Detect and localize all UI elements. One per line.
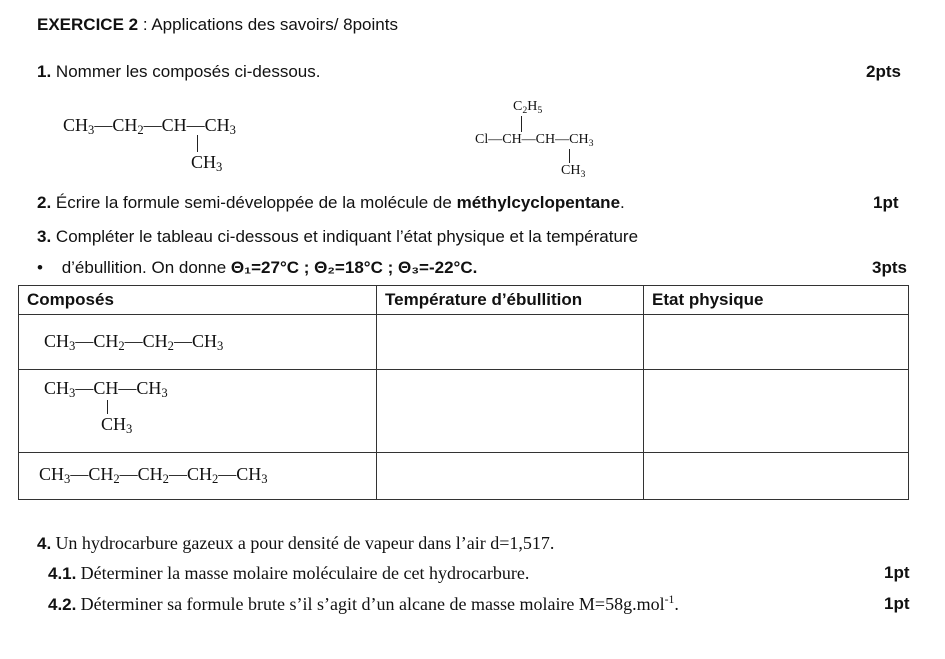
bullet-dot: • xyxy=(37,258,43,277)
molecule-b-top-group: $C_2H_5$ xyxy=(513,99,543,116)
row-1-formula: $CH_3—CH_2—CH_2—CH_3$ xyxy=(44,331,224,353)
compounds-table xyxy=(18,285,909,500)
molecule-b-bottom-bond xyxy=(569,149,570,163)
exercise-title-rest: : Applications des savoirs/ 8points xyxy=(138,15,398,34)
molecule-a-branch: $CH_3$ xyxy=(191,152,223,174)
row-3-temperature-cell[interactable] xyxy=(377,453,644,500)
row-2-state-cell[interactable] xyxy=(644,370,909,453)
row-1-state-cell[interactable] xyxy=(644,315,909,370)
question-2-points: 1pt xyxy=(873,193,899,212)
header-composes: Composés xyxy=(27,290,114,309)
exercise-title xyxy=(37,15,398,35)
question-4 xyxy=(37,533,554,554)
row-2-bond xyxy=(107,400,108,414)
table-row xyxy=(19,315,909,370)
molecule-a-bond xyxy=(197,135,198,152)
row-2-main-chain: $CH_3—CH—CH_3$ xyxy=(44,378,168,400)
question-2-number: 2. xyxy=(37,193,52,212)
row-1-temperature-cell[interactable] xyxy=(377,315,644,370)
question-4-text: Un hydrocarbure gazeux a pour densité de vapeur dans l’air d=1,517. xyxy=(55,533,555,553)
question-1 xyxy=(37,62,320,82)
header-etat: Etat physique xyxy=(652,290,764,309)
table-row xyxy=(19,370,909,453)
question-3-line-1: 3. Compléter le tableau ci-dessous et indiquant l’état physique et la température xyxy=(37,227,639,246)
molecule-a-main-chain: $CH_3—CH_2—CH—CH_3$ xyxy=(63,115,236,137)
question-2-text: Écrire la formule semi-développée de la molécule de xyxy=(55,193,457,212)
molecule-b-bottom-group: $CH_3$ xyxy=(561,163,586,180)
header-temperature: Température d’ébullition xyxy=(385,290,583,309)
question-3-line-2: • d’ébullition. On donne Θ₁=27°C ; Θ₂=18°C ; Θ₃=-22°C. xyxy=(37,258,478,277)
molecule-b-top-bond xyxy=(521,116,522,132)
question-3-points: 3pts xyxy=(872,258,907,277)
question-3-number: 3. xyxy=(37,227,52,246)
row-2-temperature-cell[interactable] xyxy=(377,370,644,453)
question-4-2-number: 4.2. xyxy=(48,595,77,614)
question-4-2-points: 1pt xyxy=(884,594,910,613)
table-header-row xyxy=(19,286,909,315)
exercise-title-bold: EXERCICE 2 xyxy=(37,15,139,34)
question-2: 2. Écrire la formule semi-développée de la molécule de méthylcyclopentane. xyxy=(37,193,625,212)
question-4-number: 4. xyxy=(37,534,52,553)
question-4-1-number: 4.1. xyxy=(48,564,77,583)
question-4-1 xyxy=(48,563,529,584)
question-2-bold-term: méthylcyclopentane xyxy=(456,193,621,212)
row-2-branch: $CH_3$ xyxy=(101,414,133,436)
question-1-points: 2pts xyxy=(866,62,901,81)
question-4-2-text: Déterminer sa formule brute s’il s’agit d’un alcane de masse molaire M=58g.mol$^{-1}$. xyxy=(80,593,679,614)
table-row xyxy=(19,453,909,500)
question-1-number: 1. xyxy=(37,62,52,81)
row-3-formula: $CH_3—CH_2—CH_2—CH_2—CH_3$ xyxy=(39,464,268,486)
question-1-text: Nommer les composés ci-dessous. xyxy=(55,62,321,81)
molecule-b-main-chain: $Cl—CH—CH—CH_3$ xyxy=(475,132,594,149)
question-4-1-text: Déterminer la masse molaire moléculaire de cet hydrocarbure. xyxy=(80,563,530,583)
row-3-state-cell[interactable] xyxy=(644,453,909,500)
question-4-1-points: 1pt xyxy=(884,563,910,582)
question-4-2 xyxy=(48,594,679,615)
